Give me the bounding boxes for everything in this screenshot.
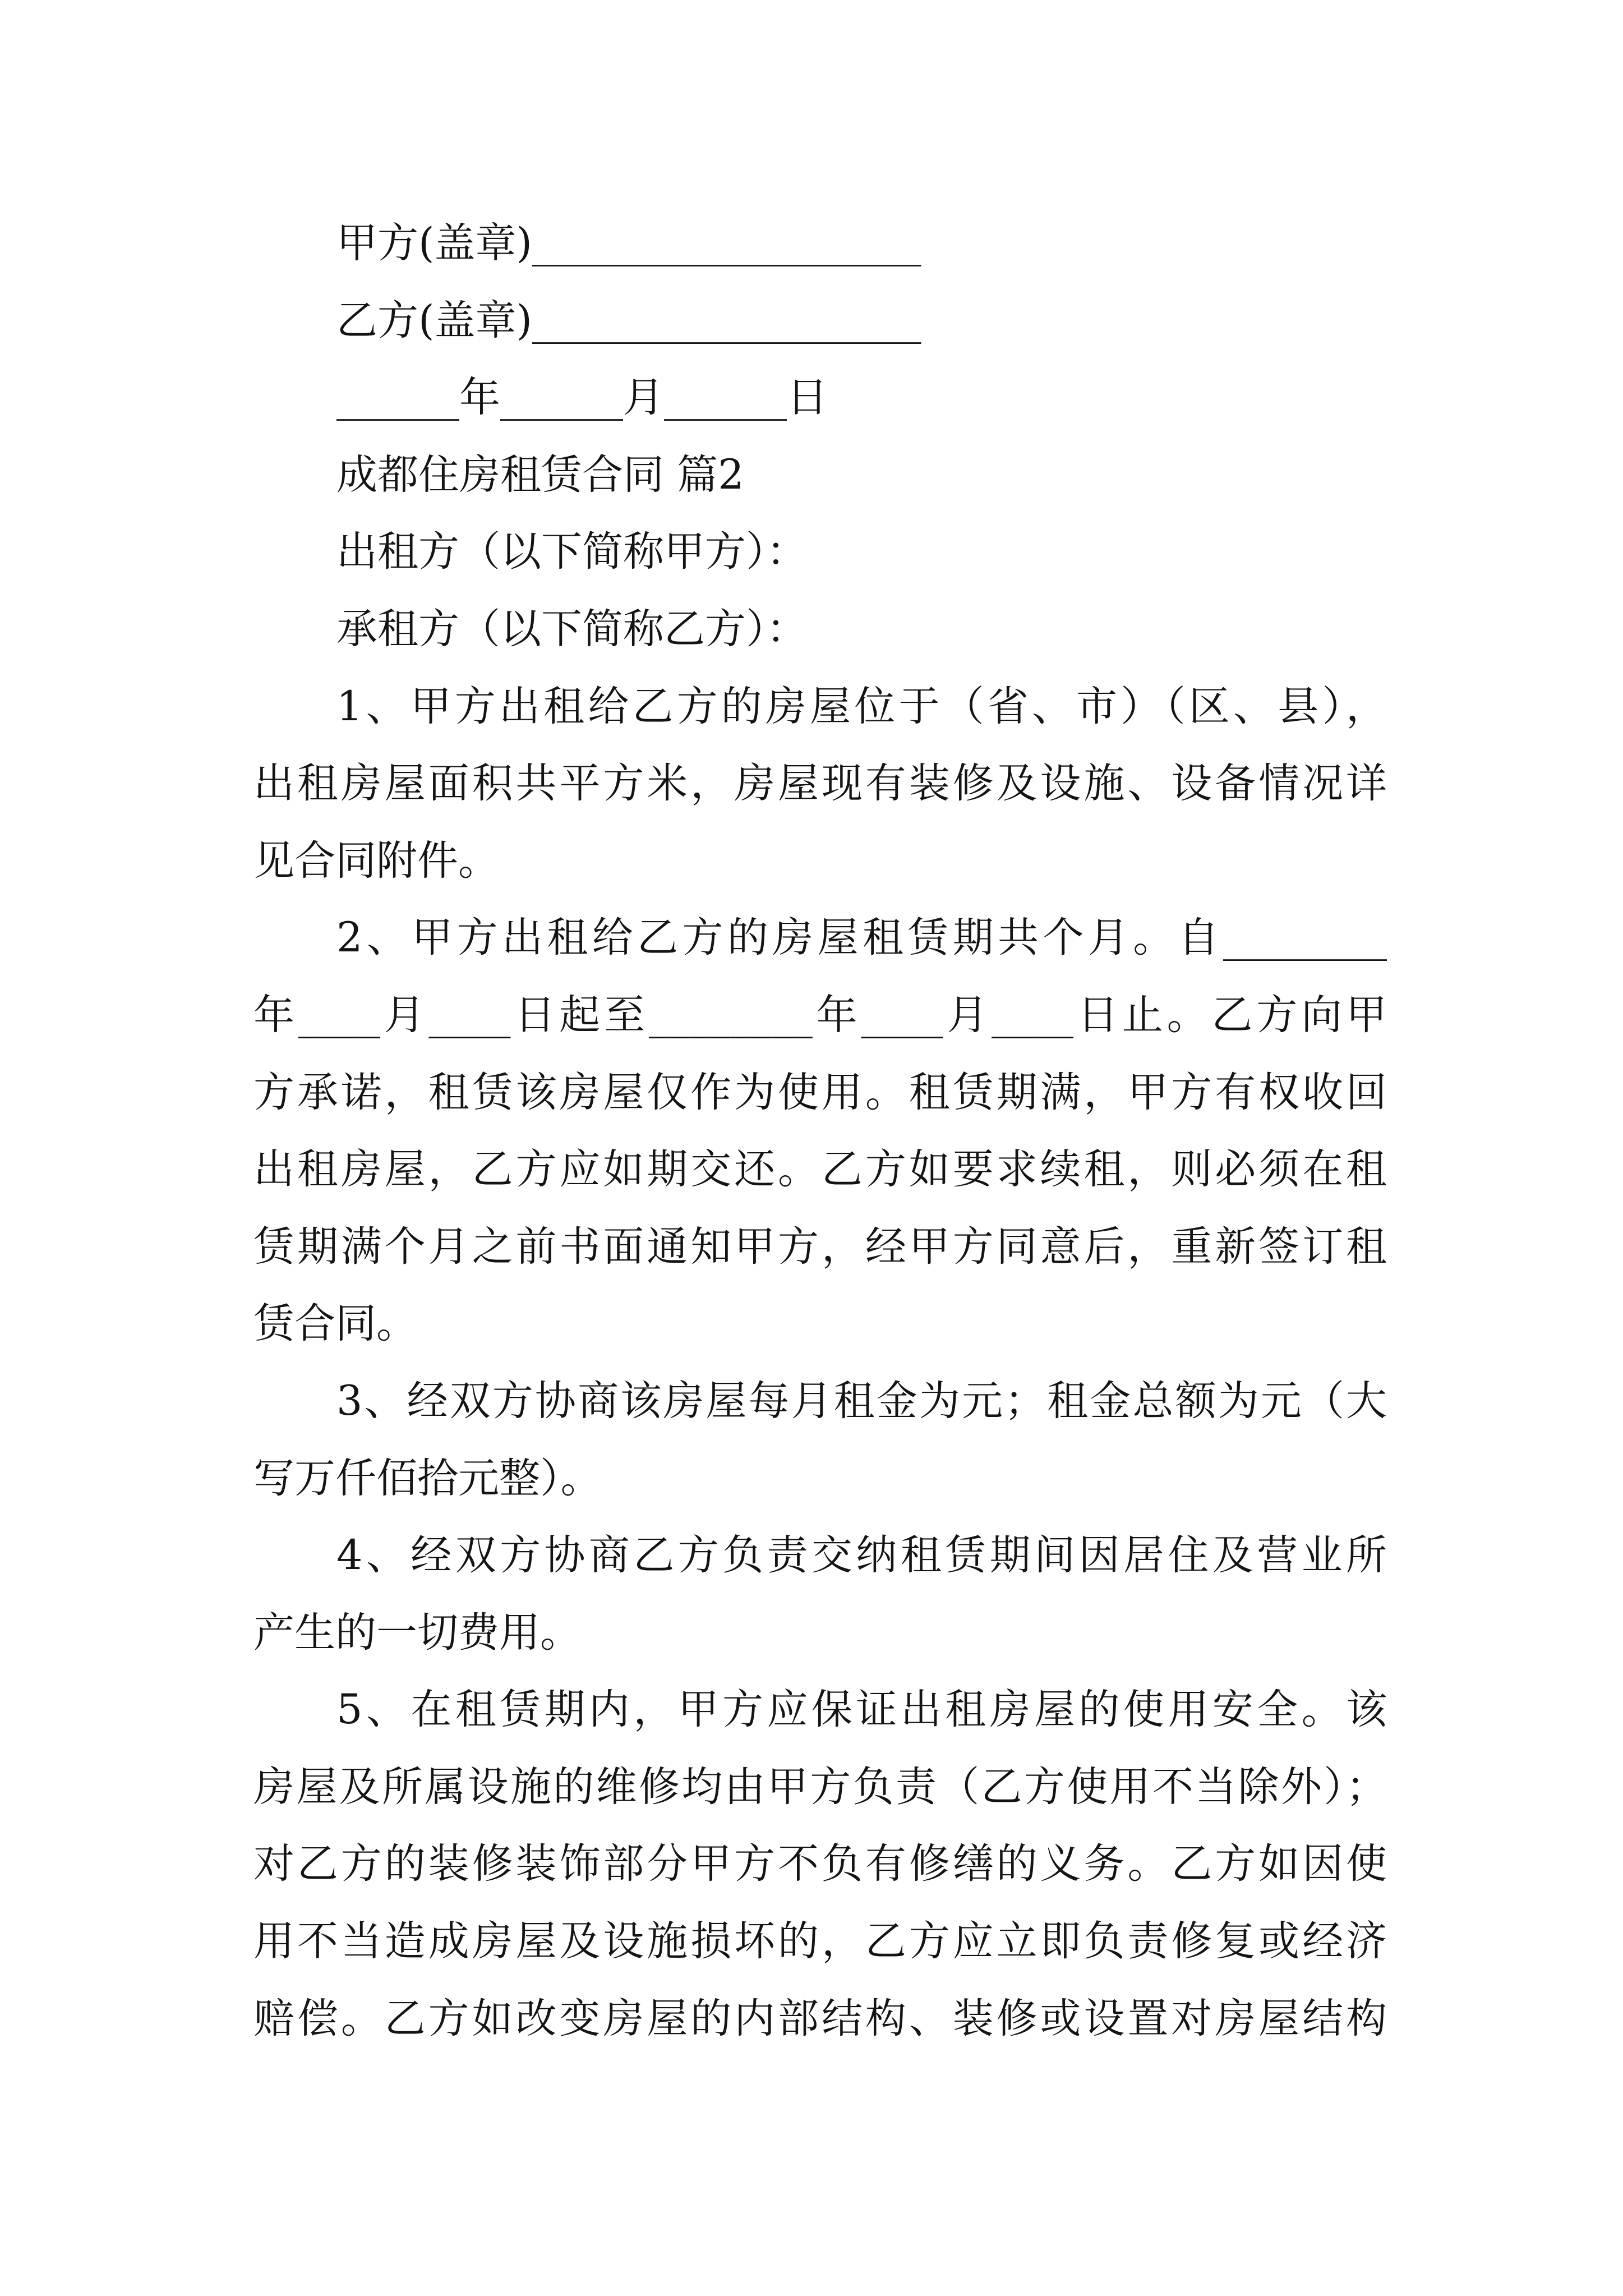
- clause-line: 赔偿。乙方如改变房屋的内部结构、装修或设置对房屋结构: [253, 1994, 1387, 2042]
- clause-line: 1、甲方出租给乙方的房屋位于（省、市）（区、县），: [336, 682, 1387, 730]
- clause-line: 2、甲方出租给乙方的房屋租赁期共个月。自________: [336, 914, 1387, 962]
- clause-line: 方承诺，租赁该房屋仅作为使用。租赁期满，甲方有权收回: [253, 1068, 1387, 1116]
- lessor-line: 出租方（以下简称甲方）：: [336, 528, 808, 576]
- clause-line: 写万仟佰拾元整）。: [253, 1454, 602, 1502]
- clause-line: 年____月____日起至________年____月____日止。乙方向甲: [253, 991, 1387, 1039]
- clause-3: [253, 1363, 1387, 1517]
- clause-line: 赁合同。: [253, 1300, 417, 1348]
- clause-5: [253, 1671, 1387, 2057]
- clause-line: 5、在租赁期内，甲方应保证出租房屋的使用安全。该: [336, 1686, 1387, 1734]
- lessee-line: 承租方（以下简称乙方）：: [336, 605, 808, 653]
- clause-1: [253, 668, 1387, 900]
- clause-line: 产生的一切费用。: [253, 1608, 581, 1657]
- clause-line: 4、经双方协商乙方负责交纳租赁期间因居住及营业所: [336, 1531, 1387, 1580]
- clause-4: [253, 1517, 1387, 1671]
- clause-line: 房屋及所属设施的维修均由甲方负责（乙方使用不当除外）；: [253, 1763, 1387, 1811]
- party-a-signature-line: 甲方(盖章)___________________: [336, 219, 921, 267]
- clause-line: 赁期满个月之前书面通知甲方，经甲方同意后，重新签订租: [253, 1222, 1387, 1271]
- clause-2: [253, 899, 1387, 1363]
- clause-line: 3、经双方协商该房屋每月租金为元；租金总额为元（大: [336, 1377, 1387, 1425]
- clause-line: 出租房屋，乙方应如期交还。乙方如要求续租，则必须在租: [253, 1145, 1387, 1194]
- document-body: [253, 205, 1387, 2057]
- clause-line: 见合同附件。: [253, 836, 499, 885]
- clause-line: 用不当造成房屋及设施损坏的，乙方应立即负责修复或经济: [253, 1917, 1387, 1966]
- signature-date-line: ______年______月______日: [336, 374, 828, 422]
- clause-line: 出租房屋面积共平方米，房屋现有装修及设施、设备情况详: [253, 760, 1387, 808]
- clause-line: 对乙方的装修装饰部分甲方不负有修缮的义务。乙方如因使: [253, 1840, 1387, 1888]
- party-b-signature-line: 乙方(盖章)___________________: [336, 296, 921, 344]
- section-title: 成都住房租赁合同 篇2: [336, 450, 744, 499]
